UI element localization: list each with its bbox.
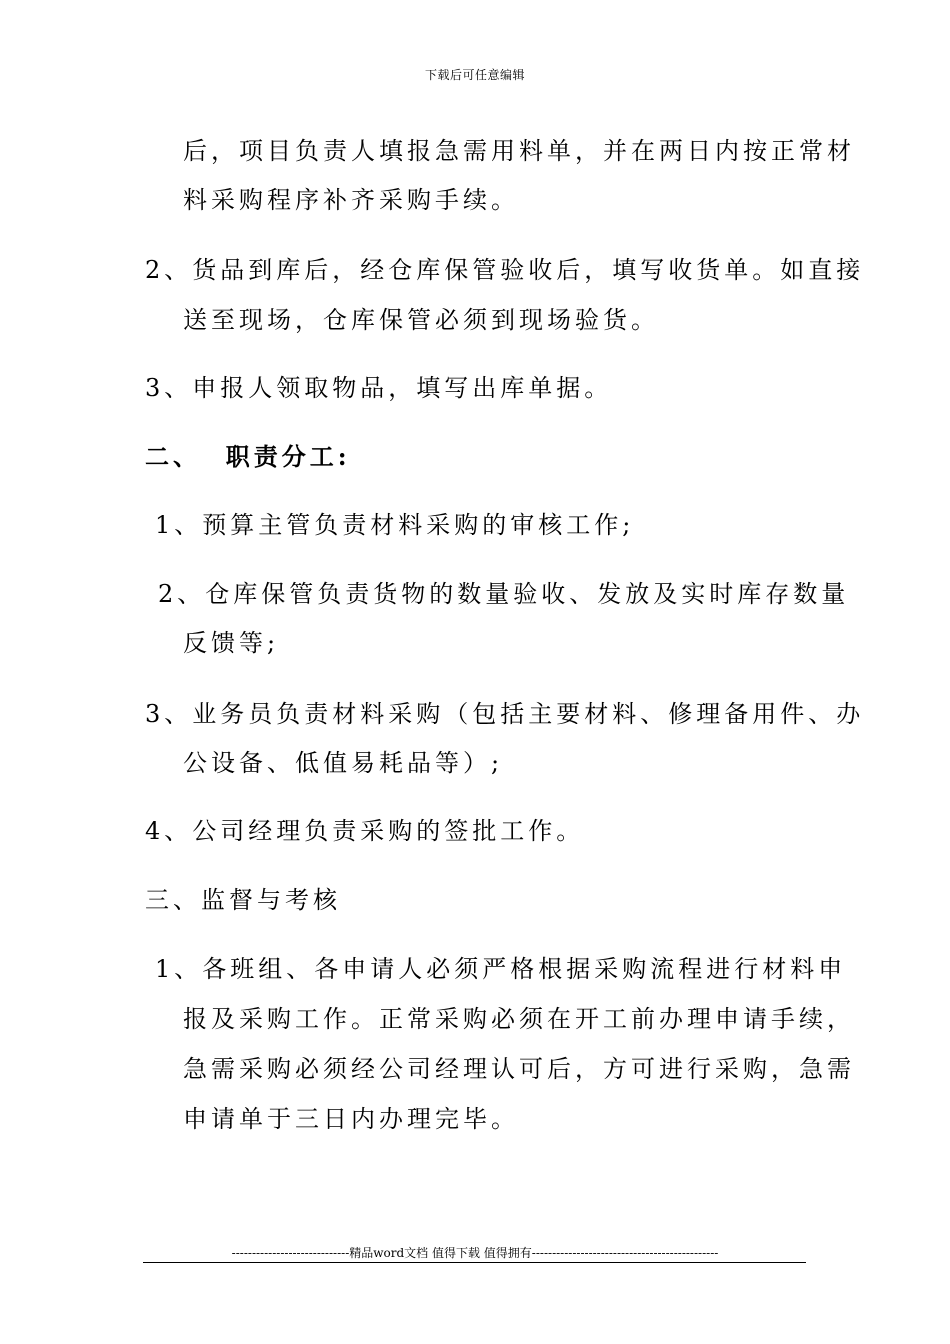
duty-item-2-line-2: 反馈等; xyxy=(183,629,280,657)
paragraph-line: 料采购程序补齐采购手续。 xyxy=(183,186,519,214)
duty-item-3-line-2: 公设备、低值易耗品等）; xyxy=(183,749,504,777)
duty-item-4: 4、公司经理负责采购的签批工作。 xyxy=(145,817,585,845)
footer-divider xyxy=(143,1262,806,1263)
audit-item-1-line-2: 报及采购工作。正常采购必须在开工前办理申请手续， xyxy=(183,1005,855,1033)
list-item-2-line-2: 送至现场，仓库保管必须到现场验货。 xyxy=(183,306,659,334)
audit-item-1-line-4: 申请单于三日内办理完毕。 xyxy=(183,1105,519,1133)
audit-item-1-line-3: 急需采购必须经公司经理认可后，方可进行采购，急需 xyxy=(183,1055,855,1083)
duty-item-1: 1、预算主管负责材料采购的审核工作; xyxy=(155,511,635,539)
page-header-note: 下载后可任意编辑 xyxy=(424,68,525,82)
list-item-3: 3、申报人领取物品，填写出库单据。 xyxy=(145,374,613,402)
paragraph-line: 后，项目负责人填报急需用料单，并在两日内按正常材 xyxy=(183,137,855,165)
list-item-2-line-1: 2、货品到库后，经仓库保管验收后，填写收货单。如直接 xyxy=(145,256,865,284)
duty-item-2-line-1: 2、仓库保管负责货物的数量验收、发放及实时库存数量 xyxy=(158,580,850,608)
audit-item-1-line-1: 1、各班组、各申请人必须严格根据采购流程进行材料申 xyxy=(155,955,847,983)
section-heading-3: 三、监督与考核 xyxy=(145,886,341,914)
duty-item-3-line-1: 3、业务员负责材料采购（包括主要材料、修理备用件、办 xyxy=(145,700,865,728)
section-heading-2: 二、 职责分工: xyxy=(145,442,351,471)
page-footer-note: -----------------------------精品word文档 值得下载 值得拥有---------------------------------------------- xyxy=(231,1246,719,1260)
